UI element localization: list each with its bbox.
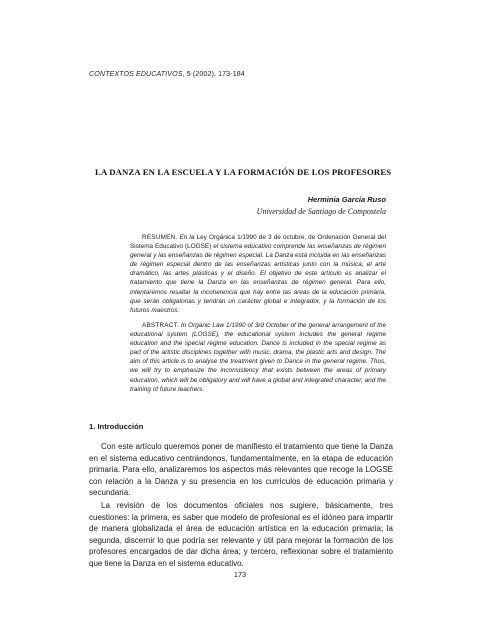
abstract-spanish-text-3: el sistema educativo comprende las enseñanzas de régimen general y las enseñanzas de régimen especial. La Danza está incluida en las enseñanzas de régimen especial dentro de las enseñanzas artísticas junto con la música, el arte dramático, las artes plásticas y el diseño. El objetivo de este artículo es analizar el tratamiento que tiene la Danza en las enseñanzas de régimen general. Para ello, intentaremos resaltar la incoherencia que hay entre las áreas de la educación primaria, que serán obligatorias y tendrán un carácter global e integrador, y la formación de los futuros maestros.: [130, 243, 386, 314]
section-heading: 1. Introducción: [89, 422, 144, 431]
body-paragraph-1-text: Con este artículo queremos poner de manifiesto el tratamiento que tiene la Danza en el sistema educativo centrándonos, fundamentalmente, en la etapa de educación primaria. Para ello, analizaremos los aspectos más relevantes que recoge la LOGSE con relación a la Danza y su presencia en los currículos de educación primaria y secundaria.: [89, 442, 393, 498]
abstract-spanish: [130, 233, 386, 315]
body-paragraph-2-text: La revisión de los documentos oficiales nos sugiere, básicamente, tres cuestiones: la primera, es saber que modelo de profesional es el idóneo para impartir de manera globalizada el área de educación artística en la educación primaria; la segunda, discernir lo que podría ser relevante y útil para mejorar la formación de los profesores encargados de dar dicha área; y tercero, reflexionar sobre el tratamiento que tiene la Danza en el sistema educativo.: [89, 501, 393, 568]
body-paragraph: [89, 441, 393, 499]
running-head: [89, 70, 409, 78]
abstract-spanish-law-name: Ley Orgánica 1/1990 de 3 de octubre, de Ordenación General del Sistema Educativo (LOGSE): [130, 234, 387, 251]
abstract-english: [130, 321, 386, 394]
abstract-english-label: ABSTRACT.: [142, 322, 179, 329]
author-affiliation: Universidad de Santiago de Compostela: [256, 207, 386, 216]
abstract-spanish-text-1: En la: [177, 234, 197, 241]
body-paragraph: [89, 500, 393, 570]
journal-citation: 5 (2002), 173-184: [184, 70, 245, 78]
abstract-english-text: In Organic Law 1/1990 of 3rd October of the general arrangement of the educational system (LOGSE), the educational system includes the general regime education and the special regime education. Dance is included in the special regime as part of the artistic disciplines together with music, drama, the plastic arts and design. The aim of this article is to analyse the treatment given to Dance in the general regime. Thus, we will try to emphasize the inconsistency that exists between the areas of primary education, which will be obligatory and will have a global and integrated character, and the training of future teachers.: [130, 322, 386, 393]
page-number: 173: [233, 570, 247, 579]
abstract-spanish-label: RESUMEN.: [142, 234, 178, 241]
article-title: LA DANZA EN LA ESCUELA Y LA FORMACIÓN DE LOS PROFESORES: [95, 167, 392, 177]
journal-name: CONTEXTOS EDUCATIVOS,: [89, 70, 185, 78]
author-name: Herminia García Ruso: [307, 195, 386, 204]
